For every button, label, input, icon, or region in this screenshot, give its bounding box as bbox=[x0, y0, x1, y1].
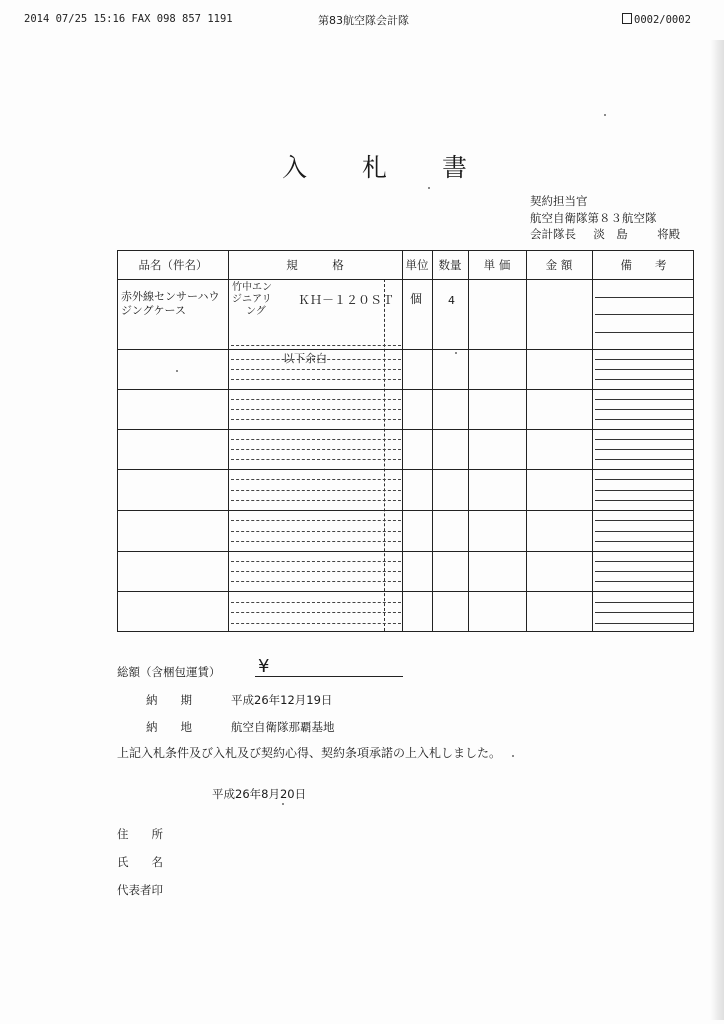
spec-subline bbox=[231, 399, 401, 400]
fax-header-sender: 第83航空隊会計隊 bbox=[318, 14, 409, 27]
remarks-subline bbox=[595, 612, 693, 613]
model-number: ＫＨ－１２０ＳＴ bbox=[298, 293, 395, 307]
addressee-position: 会計隊長 bbox=[530, 227, 576, 241]
fax-header-left: 2014 07/25 15:16 FAX 098 857 1191 bbox=[24, 13, 233, 25]
col-divider bbox=[592, 251, 593, 631]
addressee-title: 契約担当官 bbox=[530, 194, 588, 208]
scan-speck bbox=[604, 114, 606, 116]
spec-subline bbox=[231, 379, 401, 380]
delivery-place-value: 航空自衛隊那覇基地 bbox=[231, 720, 335, 734]
unit-value: 個 bbox=[410, 292, 423, 306]
representative-seal-label: 代表者印 bbox=[117, 883, 163, 897]
header-remarks: 備 考 bbox=[620, 258, 667, 272]
header-unit: 単位 bbox=[405, 258, 429, 272]
row-line bbox=[118, 469, 693, 470]
row-line bbox=[118, 591, 693, 592]
spec-subline bbox=[231, 359, 401, 360]
addressee-unit: 航空自衛隊第８３航空隊 bbox=[530, 211, 657, 225]
spec-subline bbox=[231, 581, 401, 582]
header-qty: 数量 bbox=[438, 258, 462, 272]
total-label: 総額（含梱包運賃） bbox=[117, 665, 221, 679]
spec-subline bbox=[231, 369, 401, 370]
remarks-subline bbox=[595, 571, 693, 572]
qty-value: 4 bbox=[448, 294, 455, 307]
remarks-subline bbox=[595, 419, 693, 420]
spec-subline bbox=[231, 531, 401, 532]
fax-page-number: 0002/0002 bbox=[634, 14, 691, 26]
remainder-note: 以下余白 bbox=[283, 352, 327, 365]
scan-speck bbox=[282, 803, 284, 805]
col-divider bbox=[432, 251, 433, 631]
remarks-subline bbox=[595, 490, 693, 491]
col-divider bbox=[402, 251, 403, 631]
remarks-subline bbox=[595, 409, 693, 410]
col-divider bbox=[468, 251, 469, 631]
row-line bbox=[118, 349, 693, 350]
col-divider bbox=[228, 251, 229, 631]
spec-subline bbox=[231, 612, 401, 613]
total-value: ¥ bbox=[258, 656, 270, 677]
spec-subline bbox=[231, 479, 401, 480]
title-char-1: 入 bbox=[282, 153, 308, 182]
addressee-rank: 将殿 bbox=[657, 227, 681, 241]
header-item: 品名（件名） bbox=[138, 258, 208, 272]
header-row-line bbox=[118, 279, 693, 280]
remarks-subline bbox=[595, 500, 693, 501]
remarks-subline bbox=[595, 359, 693, 360]
remarks-subline bbox=[595, 439, 693, 440]
remarks-subline bbox=[595, 581, 693, 582]
total-underline bbox=[255, 676, 403, 677]
remarks-subline bbox=[595, 449, 693, 450]
col-divider bbox=[526, 251, 527, 631]
spec-subline bbox=[231, 561, 401, 562]
header-unit-price: 単 価 bbox=[483, 258, 511, 272]
spec-subline bbox=[231, 500, 401, 501]
remarks-subline bbox=[595, 561, 693, 562]
scan-edge-shadow bbox=[710, 40, 724, 1020]
spec-subline bbox=[231, 419, 401, 420]
row-line bbox=[118, 551, 693, 552]
bid-table bbox=[117, 250, 694, 632]
spec-subline bbox=[231, 520, 401, 521]
addressee-name bbox=[530, 226, 680, 242]
spec-subline bbox=[231, 602, 401, 603]
spec-subline bbox=[231, 490, 401, 491]
remarks-subline bbox=[595, 379, 693, 380]
row-line bbox=[118, 510, 693, 511]
item-name-line1: 赤外線センサーハウ bbox=[121, 290, 220, 303]
remarks-subline bbox=[595, 332, 693, 333]
delivery-date-label: 納 期 bbox=[146, 693, 192, 707]
header-amount: 金 額 bbox=[545, 258, 573, 272]
addressee-surname: 淡 島 bbox=[593, 227, 628, 241]
remarks-subline bbox=[595, 479, 693, 480]
name-label: 氏 名 bbox=[117, 855, 163, 869]
spec-subline bbox=[231, 571, 401, 572]
remarks-subline bbox=[595, 531, 693, 532]
submission-date: 平成26年8月20日 bbox=[212, 787, 307, 801]
title-char-3: 書 bbox=[442, 153, 468, 182]
remarks-subline bbox=[595, 399, 693, 400]
spec-subline bbox=[231, 459, 401, 460]
spec-subline bbox=[231, 623, 401, 624]
row-line bbox=[118, 389, 693, 390]
delivery-date-value: 平成26年12月19日 bbox=[231, 693, 333, 707]
fax-page-icon bbox=[622, 13, 632, 24]
title-char-2: 札 bbox=[362, 153, 388, 182]
scan-speck bbox=[428, 187, 430, 189]
spec-subline bbox=[231, 449, 401, 450]
remarks-subline bbox=[595, 541, 693, 542]
remarks-subline bbox=[595, 602, 693, 603]
fax-header-page bbox=[622, 13, 691, 26]
spec-subline bbox=[231, 439, 401, 440]
remarks-subline bbox=[595, 459, 693, 460]
spec-dashed-divider bbox=[384, 279, 385, 631]
item-name-line2: ジングケース bbox=[121, 304, 186, 317]
remarks-subline bbox=[595, 369, 693, 370]
header-spec: 規 格 bbox=[286, 258, 344, 272]
maker-line1: 竹中エン bbox=[232, 282, 272, 293]
remarks-subline bbox=[595, 623, 693, 624]
row-line bbox=[118, 429, 693, 430]
address-label: 住 所 bbox=[117, 827, 163, 841]
remarks-subline bbox=[595, 297, 693, 298]
spec-subline bbox=[231, 541, 401, 542]
remarks-subline bbox=[595, 314, 693, 315]
scan-speck bbox=[512, 755, 514, 757]
maker-line2: ジニアリ bbox=[232, 294, 272, 305]
spec-subline bbox=[231, 345, 401, 346]
scan-speck bbox=[176, 370, 178, 372]
delivery-place-label: 納 地 bbox=[146, 720, 192, 734]
declaration-text: 上記入札条件及び入札及び契約心得、契約条項承諾の上入札しました。 bbox=[117, 746, 502, 760]
remarks-subline bbox=[595, 520, 693, 521]
scan-speck bbox=[455, 352, 457, 354]
spec-subline bbox=[231, 409, 401, 410]
maker-line3: ング bbox=[246, 306, 266, 317]
